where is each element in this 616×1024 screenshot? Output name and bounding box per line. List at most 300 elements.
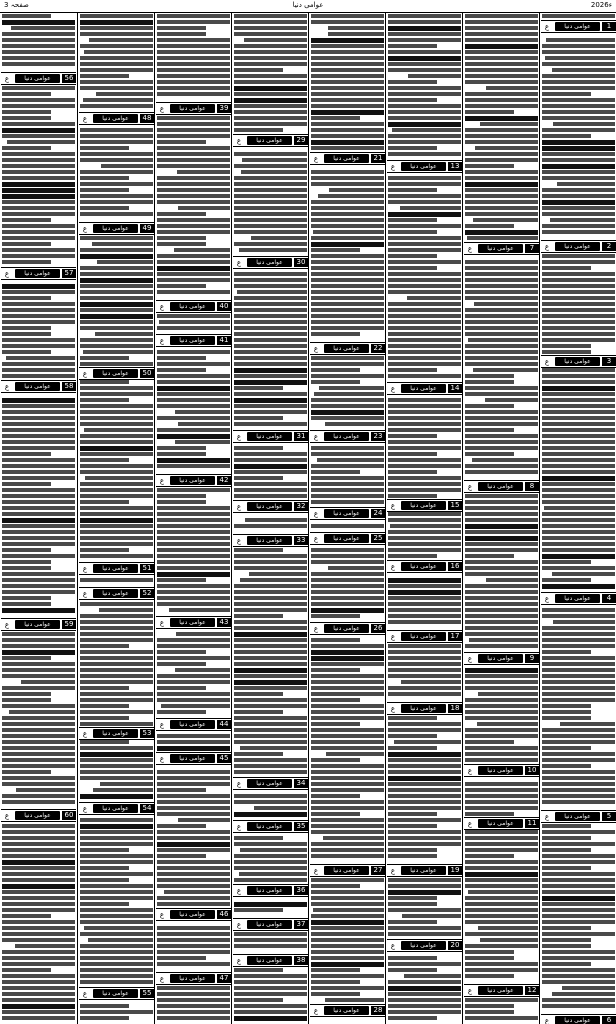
ad-number: 44 xyxy=(217,720,231,729)
text-line xyxy=(80,470,153,474)
text-line xyxy=(234,638,307,642)
ad-header xyxy=(1,72,76,85)
text-line xyxy=(388,404,461,408)
ad-logo-icon: ع xyxy=(159,618,165,627)
text-line xyxy=(311,62,384,66)
text-line xyxy=(388,554,437,558)
text-line xyxy=(542,164,615,169)
text-line xyxy=(157,494,206,498)
text-line xyxy=(465,752,538,756)
text-line xyxy=(80,716,129,720)
text-line xyxy=(465,734,538,738)
text-column xyxy=(154,12,232,1024)
text-line xyxy=(542,884,615,888)
text-line xyxy=(245,518,307,522)
text-line xyxy=(388,314,461,318)
ad-title: عوامی دنیا xyxy=(93,564,138,573)
text-line xyxy=(80,830,153,834)
text-line xyxy=(542,254,615,258)
text-line xyxy=(2,458,75,462)
text-line xyxy=(234,272,307,276)
text-line xyxy=(388,806,461,810)
text-line xyxy=(234,878,307,882)
ad-title: عوامی دنیا xyxy=(170,336,215,345)
text-line xyxy=(542,968,615,972)
text-line xyxy=(465,362,538,366)
text-line xyxy=(388,590,461,595)
text-line xyxy=(465,290,538,294)
text-line xyxy=(80,140,153,144)
text-line xyxy=(542,782,615,786)
ad-number: 54 xyxy=(140,804,154,813)
text-line xyxy=(311,608,384,613)
text-line xyxy=(388,956,437,960)
text-line xyxy=(157,770,230,774)
text-line xyxy=(311,464,384,468)
text-line xyxy=(80,770,153,774)
text-line xyxy=(157,356,206,360)
ad-header xyxy=(387,864,462,877)
text-line xyxy=(465,518,538,522)
text-line xyxy=(465,116,538,121)
text-line xyxy=(328,26,384,30)
text-line xyxy=(157,782,230,786)
text-line xyxy=(542,584,615,589)
text-line xyxy=(542,764,591,768)
text-line xyxy=(474,302,538,306)
ad-logo-icon: ع xyxy=(390,632,396,641)
text-line xyxy=(311,692,384,696)
text-line xyxy=(388,716,437,720)
text-line xyxy=(234,752,283,756)
ad-number: 2 xyxy=(602,242,616,251)
text-line xyxy=(311,548,384,552)
ad-header xyxy=(541,592,616,605)
text-line xyxy=(80,212,153,216)
text-line xyxy=(157,674,230,678)
ad-number: 47 xyxy=(217,974,231,983)
text-line xyxy=(542,890,615,894)
text-line xyxy=(80,20,153,25)
text-line xyxy=(234,620,307,624)
text-line xyxy=(2,260,51,264)
ad-title: عوامی دنیا xyxy=(324,154,369,163)
text-line xyxy=(157,266,230,271)
text-line xyxy=(80,758,153,762)
text-line xyxy=(388,530,461,534)
text-line xyxy=(465,500,538,504)
text-line xyxy=(388,224,461,228)
text-line xyxy=(234,392,307,396)
text-line xyxy=(157,464,230,468)
text-line xyxy=(157,14,230,18)
ad-title: عوامی دنیا xyxy=(555,22,600,31)
text-line xyxy=(234,680,307,685)
ad-logo-icon: ع xyxy=(236,136,242,145)
text-line xyxy=(88,938,153,942)
text-line xyxy=(157,158,230,162)
text-line xyxy=(542,608,615,612)
text-line xyxy=(2,878,75,882)
text-line xyxy=(157,146,230,150)
text-line xyxy=(311,596,384,600)
text-line xyxy=(234,794,307,798)
text-line xyxy=(465,920,538,924)
text-line xyxy=(157,878,230,882)
ad-title: عوامی دنیا xyxy=(478,819,523,828)
text-line xyxy=(388,800,461,804)
text-line xyxy=(157,926,230,930)
text-line xyxy=(311,272,384,276)
text-line xyxy=(311,668,360,672)
text-line xyxy=(242,158,307,162)
text-line xyxy=(465,956,514,960)
text-line xyxy=(388,254,437,258)
text-line xyxy=(311,404,384,408)
text-line xyxy=(473,218,538,222)
text-line xyxy=(2,698,51,702)
text-line xyxy=(234,758,307,762)
text-line xyxy=(80,932,153,936)
text-line xyxy=(311,116,360,120)
text-line xyxy=(465,26,538,30)
text-line xyxy=(234,722,307,726)
text-line xyxy=(542,308,615,312)
text-line xyxy=(157,710,206,714)
text-line xyxy=(311,236,384,240)
text-line xyxy=(465,902,538,906)
text-line xyxy=(542,578,591,582)
text-line xyxy=(465,884,538,888)
ad-title: عوامی دنیا xyxy=(15,74,60,83)
text-line xyxy=(311,356,384,360)
text-line xyxy=(465,812,514,816)
text-line xyxy=(80,494,153,498)
text-line xyxy=(542,422,615,426)
ad-logo-icon: ع xyxy=(313,344,319,353)
text-line xyxy=(157,812,230,816)
text-line xyxy=(465,830,538,834)
text-line xyxy=(542,734,615,738)
text-line xyxy=(465,794,538,798)
text-line xyxy=(80,326,153,330)
text-line xyxy=(157,1016,230,1020)
text-line xyxy=(542,50,615,54)
text-line xyxy=(2,692,51,696)
text-line xyxy=(80,752,153,757)
ad-logo-icon: ع xyxy=(4,382,10,391)
text-line xyxy=(157,830,230,834)
text-line xyxy=(2,92,51,96)
ad-number: 42 xyxy=(217,476,231,485)
text-line xyxy=(2,644,75,648)
text-line xyxy=(542,224,615,228)
text-line xyxy=(80,32,153,36)
text-line xyxy=(80,692,153,696)
ad-title: عوامی دنیا xyxy=(247,536,292,545)
text-line xyxy=(542,488,615,492)
text-line xyxy=(465,914,538,918)
page-number: صفحہ 3 xyxy=(4,1,29,9)
text-line xyxy=(542,128,615,132)
text-line xyxy=(388,488,461,492)
text-line xyxy=(2,968,51,972)
ad-header xyxy=(387,160,462,173)
text-line xyxy=(542,338,615,342)
text-line xyxy=(2,980,75,984)
text-line xyxy=(84,926,153,930)
text-line xyxy=(237,290,307,294)
text-line xyxy=(2,344,75,348)
text-line xyxy=(2,740,75,744)
text-line xyxy=(465,1004,514,1008)
text-line xyxy=(311,176,384,180)
text-line xyxy=(2,674,75,678)
text-line xyxy=(2,950,75,954)
text-line xyxy=(465,548,538,552)
text-line xyxy=(311,20,384,24)
text-line xyxy=(465,230,538,235)
text-line xyxy=(542,212,615,216)
text-line xyxy=(542,680,615,684)
text-line xyxy=(465,464,538,468)
ad-number: 14 xyxy=(448,384,462,393)
text-line xyxy=(311,470,360,474)
text-line xyxy=(2,746,75,750)
text-line xyxy=(80,776,153,780)
ad-title: عوامی دنیا xyxy=(401,501,446,510)
text-line xyxy=(553,122,615,126)
text-line xyxy=(234,326,307,330)
text-line xyxy=(542,824,591,828)
text-line xyxy=(388,104,461,108)
text-line xyxy=(311,320,384,324)
text-line xyxy=(157,800,230,804)
text-line xyxy=(80,896,153,900)
text-line xyxy=(542,296,615,300)
text-line xyxy=(478,926,538,930)
text-line xyxy=(96,92,153,96)
text-line xyxy=(465,284,538,288)
ad-header xyxy=(79,562,154,575)
text-line xyxy=(234,380,307,385)
text-line xyxy=(388,350,461,354)
text-line xyxy=(234,80,307,84)
text-line xyxy=(465,680,538,684)
text-line xyxy=(388,416,461,420)
text-line xyxy=(390,524,461,528)
text-line xyxy=(234,410,307,414)
text-line xyxy=(388,926,461,930)
text-line xyxy=(388,218,437,222)
text-line xyxy=(93,788,153,792)
text-line xyxy=(542,848,591,852)
text-line xyxy=(80,530,153,534)
text-line xyxy=(542,374,615,378)
text-line xyxy=(2,398,75,403)
text-line xyxy=(388,446,461,450)
text-line xyxy=(234,974,307,978)
text-line xyxy=(159,320,230,324)
text-line xyxy=(2,518,75,523)
text-line xyxy=(89,38,153,42)
text-line xyxy=(465,806,538,810)
ad-logo-icon: ع xyxy=(159,336,165,345)
ad-logo-icon: ع xyxy=(236,920,242,929)
text-line xyxy=(234,734,307,738)
text-line xyxy=(175,668,230,672)
text-line xyxy=(542,260,615,264)
text-line xyxy=(2,578,75,582)
text-line xyxy=(80,884,153,888)
ad-title: عوامی دنیا xyxy=(247,779,292,788)
ad-logo-icon: ع xyxy=(544,812,550,821)
text-line xyxy=(2,506,75,510)
ad-header xyxy=(464,242,539,255)
ad-header xyxy=(1,618,76,631)
text-line xyxy=(80,344,153,348)
text-line xyxy=(157,590,230,594)
text-line xyxy=(157,536,230,540)
ad-title: عوامی دنیا xyxy=(401,704,446,713)
text-line xyxy=(157,314,230,318)
text-line xyxy=(542,1004,615,1008)
text-line xyxy=(234,812,307,817)
text-line xyxy=(542,830,615,834)
text-line xyxy=(240,848,307,852)
text-line xyxy=(388,854,437,858)
ad-logo-icon: ع xyxy=(82,564,88,573)
text-line xyxy=(157,512,230,516)
text-line xyxy=(542,74,615,78)
ad-number: 32 xyxy=(294,502,308,511)
text-line xyxy=(311,956,384,960)
text-line xyxy=(465,836,538,840)
text-line xyxy=(2,302,75,306)
ad-number: 9 xyxy=(525,654,539,663)
text-line xyxy=(311,374,384,378)
ad-logo-icon: ع xyxy=(390,704,396,713)
text-line xyxy=(388,140,461,144)
text-line xyxy=(545,56,615,60)
text-line xyxy=(80,536,153,540)
text-line xyxy=(234,494,307,498)
text-line xyxy=(80,794,153,799)
text-line xyxy=(388,890,461,895)
ad-title: عوامی دنیا xyxy=(401,632,446,641)
text-line xyxy=(234,302,307,306)
text-line xyxy=(157,374,230,378)
ad-number: 24 xyxy=(371,509,385,518)
text-line xyxy=(311,98,384,102)
text-line xyxy=(311,992,360,996)
text-line xyxy=(234,122,307,126)
text-line xyxy=(542,770,615,774)
text-line xyxy=(2,428,75,432)
text-column xyxy=(385,12,463,1024)
text-line xyxy=(311,410,384,415)
text-line xyxy=(542,548,615,552)
text-line xyxy=(157,692,230,696)
text-line xyxy=(157,884,230,888)
text-line xyxy=(240,578,307,582)
text-line xyxy=(465,260,538,264)
text-line xyxy=(465,470,538,474)
text-line xyxy=(311,680,384,684)
text-line xyxy=(234,224,307,228)
text-line xyxy=(80,152,153,156)
text-line xyxy=(2,902,75,906)
ad-logo-icon: ع xyxy=(390,562,396,571)
ad-title: عوامی دنیا xyxy=(247,502,292,511)
text-line xyxy=(234,686,307,690)
text-line xyxy=(388,902,437,906)
text-line xyxy=(388,284,461,288)
text-line xyxy=(311,602,384,606)
text-line xyxy=(157,1004,230,1008)
text-line xyxy=(157,962,230,966)
text-line xyxy=(80,452,153,456)
ad-title: عوامی دنیا xyxy=(478,244,523,253)
ad-logo-icon: ع xyxy=(159,720,165,729)
text-line xyxy=(80,488,153,492)
text-line xyxy=(2,98,75,102)
text-line xyxy=(157,182,230,186)
text-line xyxy=(157,350,230,354)
text-line xyxy=(311,494,384,498)
ad-header xyxy=(464,817,539,830)
text-line xyxy=(2,416,75,420)
text-line xyxy=(465,848,538,852)
ad-header xyxy=(1,267,76,280)
text-line xyxy=(157,992,230,996)
text-line xyxy=(234,314,307,318)
text-column xyxy=(539,12,616,1024)
text-line xyxy=(542,626,615,630)
text-line xyxy=(311,986,384,990)
text-line xyxy=(7,140,75,144)
text-line xyxy=(311,170,384,174)
ad-number: 37 xyxy=(294,920,308,929)
text-line xyxy=(388,818,461,822)
text-line xyxy=(2,584,75,588)
text-line xyxy=(2,842,75,846)
text-line xyxy=(157,224,230,228)
text-line xyxy=(2,848,75,852)
text-line xyxy=(80,704,129,708)
text-line xyxy=(234,866,307,870)
text-line xyxy=(2,440,75,444)
text-line xyxy=(465,440,538,444)
text-line xyxy=(465,14,538,18)
text-line xyxy=(80,500,129,504)
text-line xyxy=(465,32,538,36)
text-line xyxy=(80,188,129,192)
text-line xyxy=(80,176,129,180)
text-line xyxy=(467,236,538,240)
text-line xyxy=(388,548,461,552)
text-line xyxy=(388,518,461,522)
text-line xyxy=(2,170,75,174)
text-line xyxy=(2,212,75,216)
text-line xyxy=(388,788,461,792)
text-line xyxy=(542,668,615,672)
text-line xyxy=(169,608,230,612)
text-line xyxy=(542,542,615,546)
text-line xyxy=(157,284,206,288)
text-line xyxy=(157,416,230,420)
text-line xyxy=(311,80,384,84)
